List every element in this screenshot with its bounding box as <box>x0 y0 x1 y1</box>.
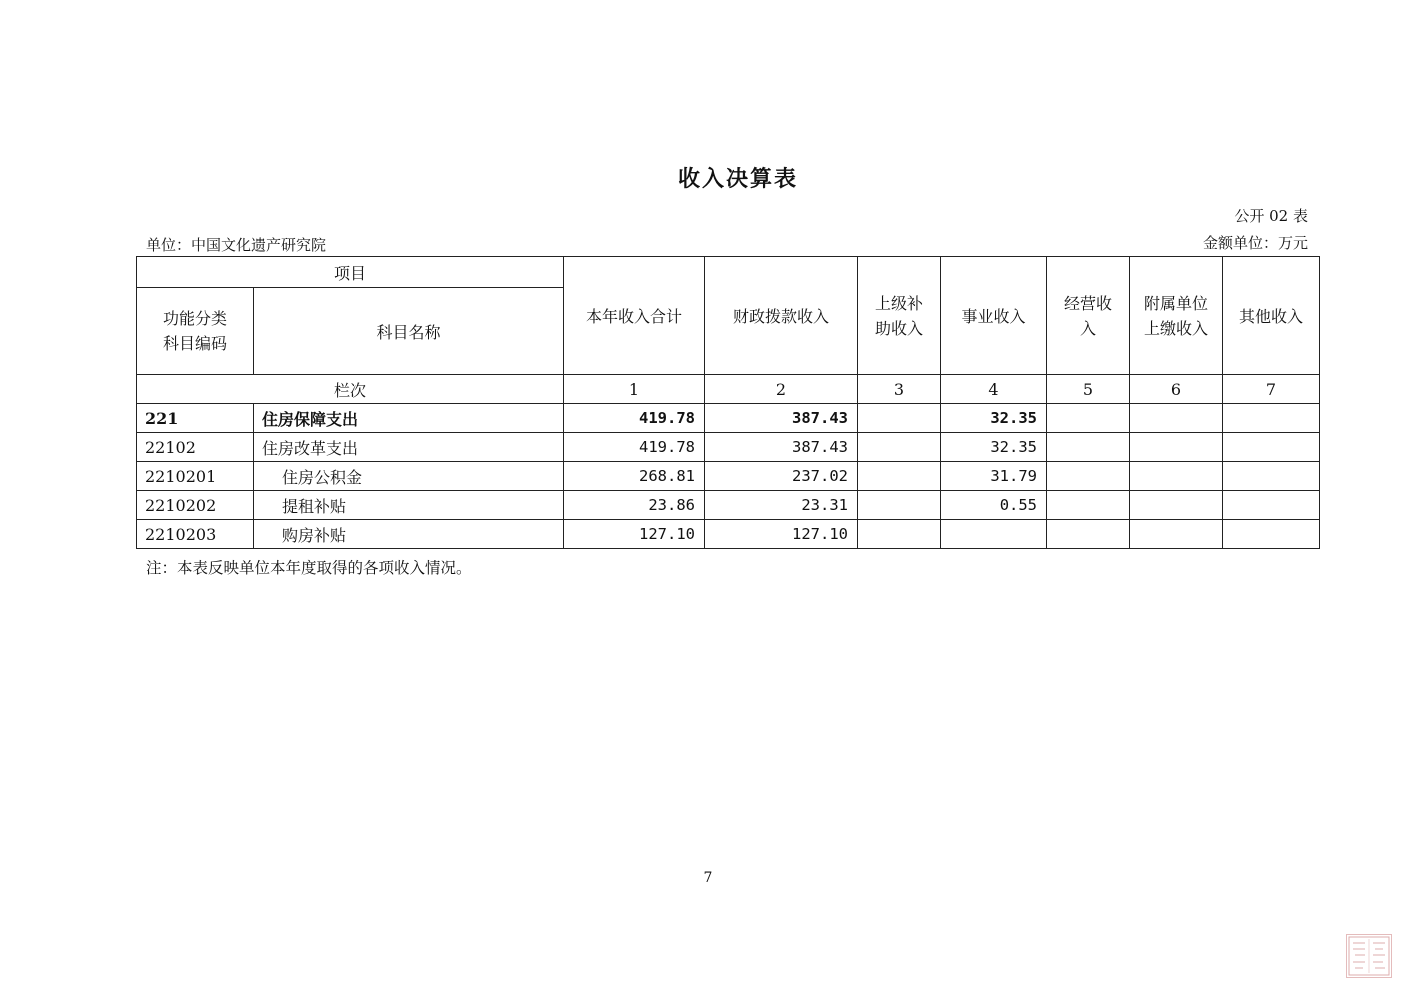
line-number-2: 2 <box>705 375 858 404</box>
other-income <box>1223 404 1320 433</box>
superior-income <box>858 404 941 433</box>
other-income <box>1223 462 1320 491</box>
affiliated-income <box>1130 462 1223 491</box>
unit-label: 单位：中国文化遗产研究院 <box>146 236 327 254</box>
line-number-7: 7 <box>1223 375 1320 404</box>
total-income: 419.78 <box>564 404 705 433</box>
table-row <box>137 520 1320 549</box>
header-superior: 上级补助收入 <box>858 257 941 375</box>
operating-income <box>1047 404 1130 433</box>
header-func-code: 功能分类科目编码 <box>137 288 254 375</box>
table-row <box>137 404 1320 433</box>
fiscal-income: 387.43 <box>705 404 858 433</box>
line-number-6: 6 <box>1130 375 1223 404</box>
subject-code: 2210203 <box>137 520 254 549</box>
subject-name: 提租补贴 <box>254 491 564 520</box>
total-income: 23.86 <box>564 491 705 520</box>
business-income: 32.35 <box>941 404 1047 433</box>
subject-code: 221 <box>137 404 254 433</box>
subject-name: 住房公积金 <box>254 462 564 491</box>
header-subject-name: 科目名称 <box>254 288 564 375</box>
subject-name: 住房保障支出 <box>254 404 564 433</box>
subject-name: 住房改革支出 <box>254 433 564 462</box>
line-number-3: 3 <box>858 375 941 404</box>
header-affiliated: 附属单位上缴收入 <box>1130 257 1223 375</box>
header-row-top <box>137 257 1320 288</box>
operating-income <box>1047 491 1130 520</box>
subject-name: 购房补贴 <box>254 520 564 549</box>
table-row <box>137 491 1320 520</box>
operating-income <box>1047 520 1130 549</box>
total-income: 419.78 <box>564 433 705 462</box>
header-other: 其他收入 <box>1223 257 1320 375</box>
affiliated-income <box>1130 404 1223 433</box>
table-row <box>137 433 1320 462</box>
total-income: 268.81 <box>564 462 705 491</box>
fiscal-income: 23.31 <box>705 491 858 520</box>
currency-unit-label: 金额单位：万元 <box>1202 234 1308 252</box>
affiliated-income <box>1130 433 1223 462</box>
line-number-label: 栏次 <box>137 375 564 404</box>
fiscal-income: 387.43 <box>705 433 858 462</box>
page-title: 收入决算表 <box>677 166 798 192</box>
business-income: 32.35 <box>941 433 1047 462</box>
other-income <box>1223 491 1320 520</box>
header-business: 事业收入 <box>941 257 1047 375</box>
total-income: 127.10 <box>564 520 705 549</box>
subject-code: 22102 <box>137 433 254 462</box>
header-fiscal: 财政拨款收入 <box>705 257 858 375</box>
table-row <box>137 462 1320 491</box>
line-number-5: 5 <box>1047 375 1130 404</box>
affiliated-income <box>1130 491 1223 520</box>
subject-code: 2210202 <box>137 491 254 520</box>
business-income: 0.55 <box>941 491 1047 520</box>
superior-income <box>858 520 941 549</box>
header-item: 项目 <box>137 257 564 288</box>
header-operating: 经营收入 <box>1047 257 1130 375</box>
business-income <box>941 520 1047 549</box>
subject-code: 2210201 <box>137 462 254 491</box>
business-income: 31.79 <box>941 462 1047 491</box>
other-income <box>1223 433 1320 462</box>
fiscal-income: 237.02 <box>705 462 858 491</box>
income-table <box>136 256 1320 549</box>
superior-income <box>858 433 941 462</box>
line-number-row <box>137 375 1320 404</box>
other-income <box>1223 520 1320 549</box>
line-number-1: 1 <box>564 375 705 404</box>
table-note: 注：本表反映单位本年度取得的各项收入情况。 <box>146 559 472 577</box>
superior-income <box>858 491 941 520</box>
operating-income <box>1047 462 1130 491</box>
line-number-4: 4 <box>941 375 1047 404</box>
affiliated-income <box>1130 520 1223 549</box>
page-number: 7 <box>703 870 713 886</box>
seal-stamp-icon <box>1346 934 1392 978</box>
fiscal-income: 127.10 <box>705 520 858 549</box>
superior-income <box>858 462 941 491</box>
header-total: 本年收入合计 <box>564 257 705 375</box>
operating-income <box>1047 433 1130 462</box>
form-number: 公开 02 表 <box>1234 207 1308 225</box>
